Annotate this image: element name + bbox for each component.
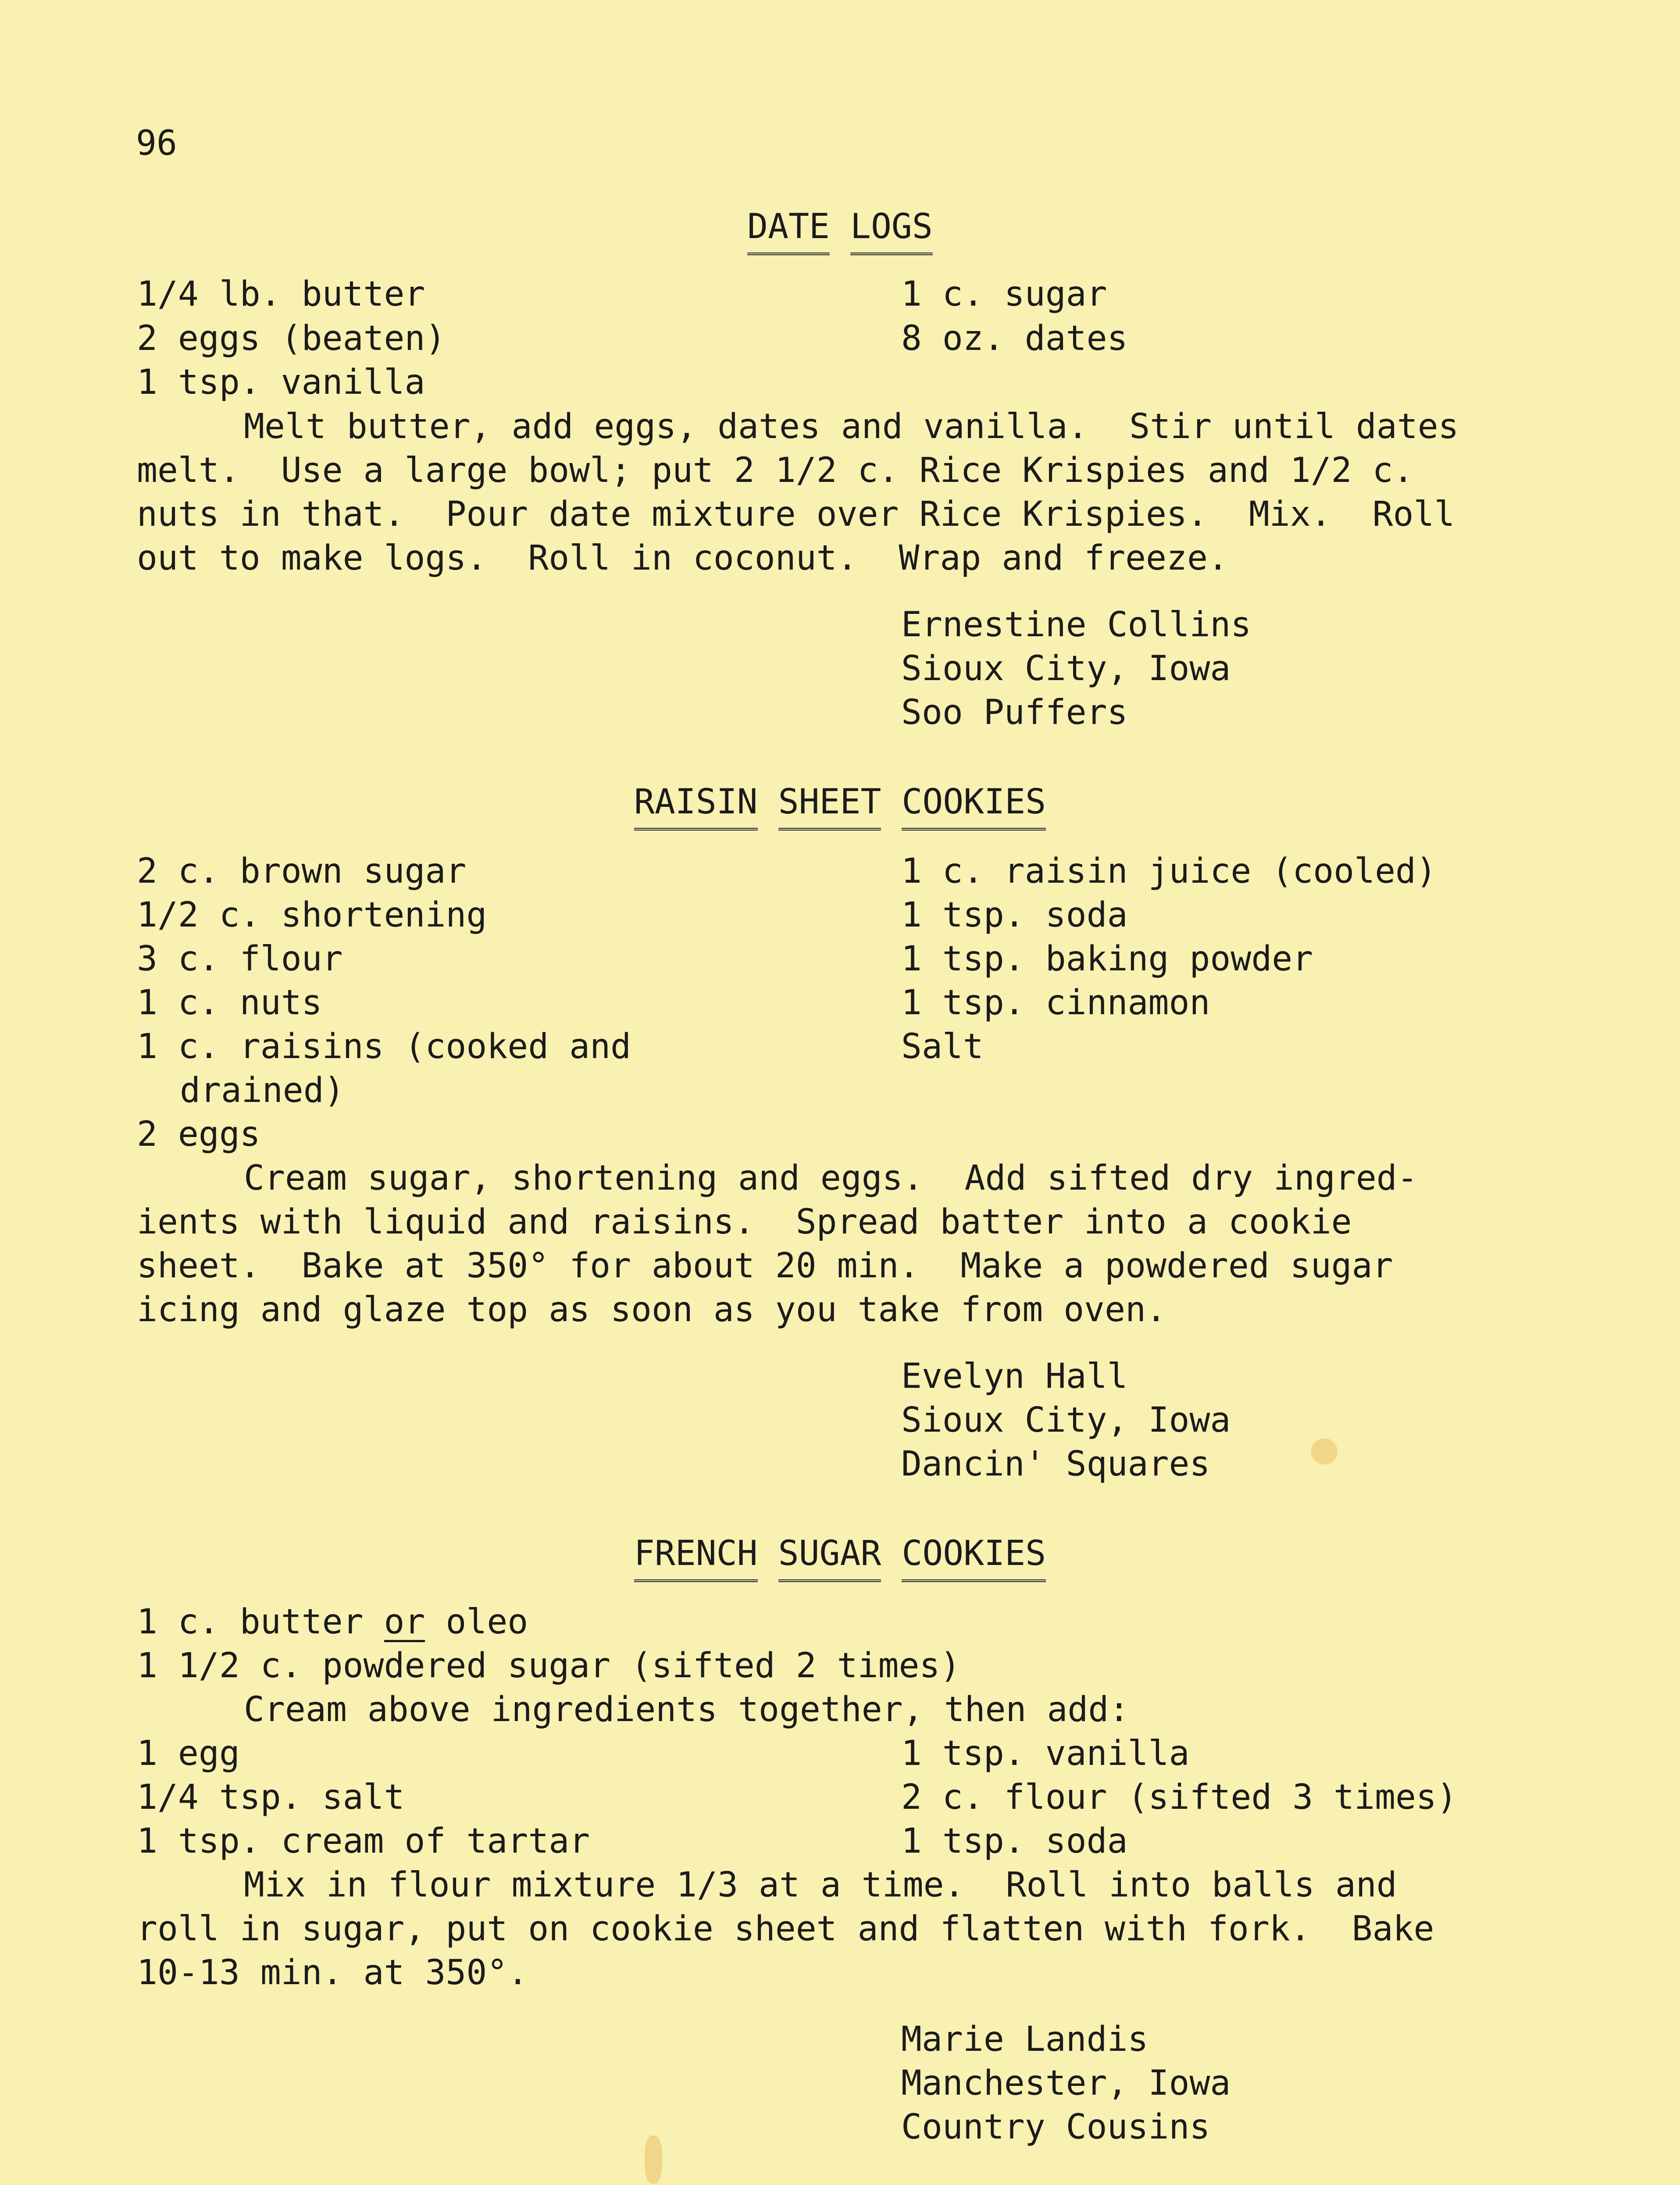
instruction-line: nuts in that. Pour date mixture over Rice Krispies. Mix. Roll <box>137 495 1455 534</box>
credit-name: Ernestine Collins <box>901 605 1252 645</box>
ingredient: 2 c. brown sugar <box>137 852 467 891</box>
credit-name: Evelyn Hall <box>901 1357 1128 1396</box>
ingredient: 3 c. flour <box>137 939 343 979</box>
ingredient: 1 egg <box>137 1734 240 1773</box>
credit-name: Marie Landis <box>901 2020 1149 2059</box>
credit-location: Sioux City, Iowa <box>901 649 1231 688</box>
stain-mark <box>1311 1438 1338 1465</box>
ingredient: 2 eggs (beaten) <box>137 319 446 358</box>
instruction-line: Cream above ingredients together, then add: <box>244 1690 1130 1729</box>
ingredient: 1/4 tsp. salt <box>137 1778 405 1817</box>
ingredient: 8 oz. dates <box>901 319 1128 358</box>
instruction-line: Cream sugar, shortening and eggs. Add sifted dry ingred- <box>244 1158 1418 1198</box>
instruction-line: Mix in flour mixture 1/3 at a time. Roll into balls and <box>244 1865 1397 1905</box>
ingredient: 1 tsp. soda <box>901 895 1128 935</box>
recipe-title-raisin-sheet-cookies: RAISIN SHEET COOKIES <box>0 785 1680 831</box>
ingredient: 1 c. nuts <box>137 983 322 1023</box>
ingredient: 1 tsp. vanilla <box>137 363 425 402</box>
instruction-line: ients with liquid and raisins. Spread batter into a cookie <box>137 1202 1352 1242</box>
ingredient: 2 c. flour (sifted 3 times) <box>901 1778 1457 1817</box>
instruction-line: out to make logs. Roll in coconut. Wrap and freeze. <box>137 538 1228 578</box>
ingredient: 1 tsp. soda <box>901 1821 1128 1861</box>
ingredient: Salt <box>901 1027 984 1066</box>
ingredient: 1 1/2 c. powdered sugar (sifted 2 times) <box>137 1646 961 1686</box>
instruction-line: melt. Use a large bowl; put 2 1/2 c. Rice Krispies and 1/2 c. <box>137 451 1414 490</box>
instruction-line: roll in sugar, put on cookie sheet and flatten with fork. Bake <box>137 1909 1434 1949</box>
ingredient: 1 tsp. cream of tartar <box>137 1821 590 1861</box>
ingredient: 1/2 c. shortening <box>137 895 487 935</box>
credit-club: Dancin' Squares <box>901 1444 1210 1484</box>
ingredient: 1 c. raisin juice (cooled) <box>901 852 1437 891</box>
instruction-line: 10-13 min. at 350°. <box>137 1953 528 1993</box>
stain-mark <box>645 2135 662 2184</box>
ingredient-continued: drained) <box>180 1071 345 1110</box>
ingredient: 1/4 lb. butter <box>137 274 425 314</box>
recipe-title-french-sugar-cookies: FRENCH SUGAR COOKIES <box>0 1536 1680 1582</box>
instruction-line: sheet. Bake at 350° for about 20 min. Make a powdered sugar <box>137 1246 1393 1286</box>
ingredient: 1 tsp. cinnamon <box>901 983 1210 1023</box>
instruction-line: Melt butter, add eggs, dates and vanilla. Stir until dates <box>244 407 1459 446</box>
credit-location: Manchester, Iowa <box>901 2064 1231 2103</box>
ingredient: 1 c. raisins (cooked and <box>137 1027 631 1066</box>
ingredient: 1 c. sugar <box>901 274 1107 314</box>
ingredient: 1 tsp. baking powder <box>901 939 1313 979</box>
instruction-line: icing and glaze top as soon as you take from oven. <box>137 1290 1166 1330</box>
credit-location: Sioux City, Iowa <box>901 1401 1231 1440</box>
credit-club: Country Cousins <box>901 2107 1210 2147</box>
recipe-title-date-logs: DATE LOGS <box>0 210 1680 255</box>
credit-club: Soo Puffers <box>901 693 1128 732</box>
ingredient: 2 eggs <box>137 1115 260 1154</box>
ingredient: 1 c. butter or oleo <box>137 1602 528 1642</box>
ingredient: 1 tsp. vanilla <box>901 1734 1190 1773</box>
page-number: 96 <box>136 124 177 163</box>
